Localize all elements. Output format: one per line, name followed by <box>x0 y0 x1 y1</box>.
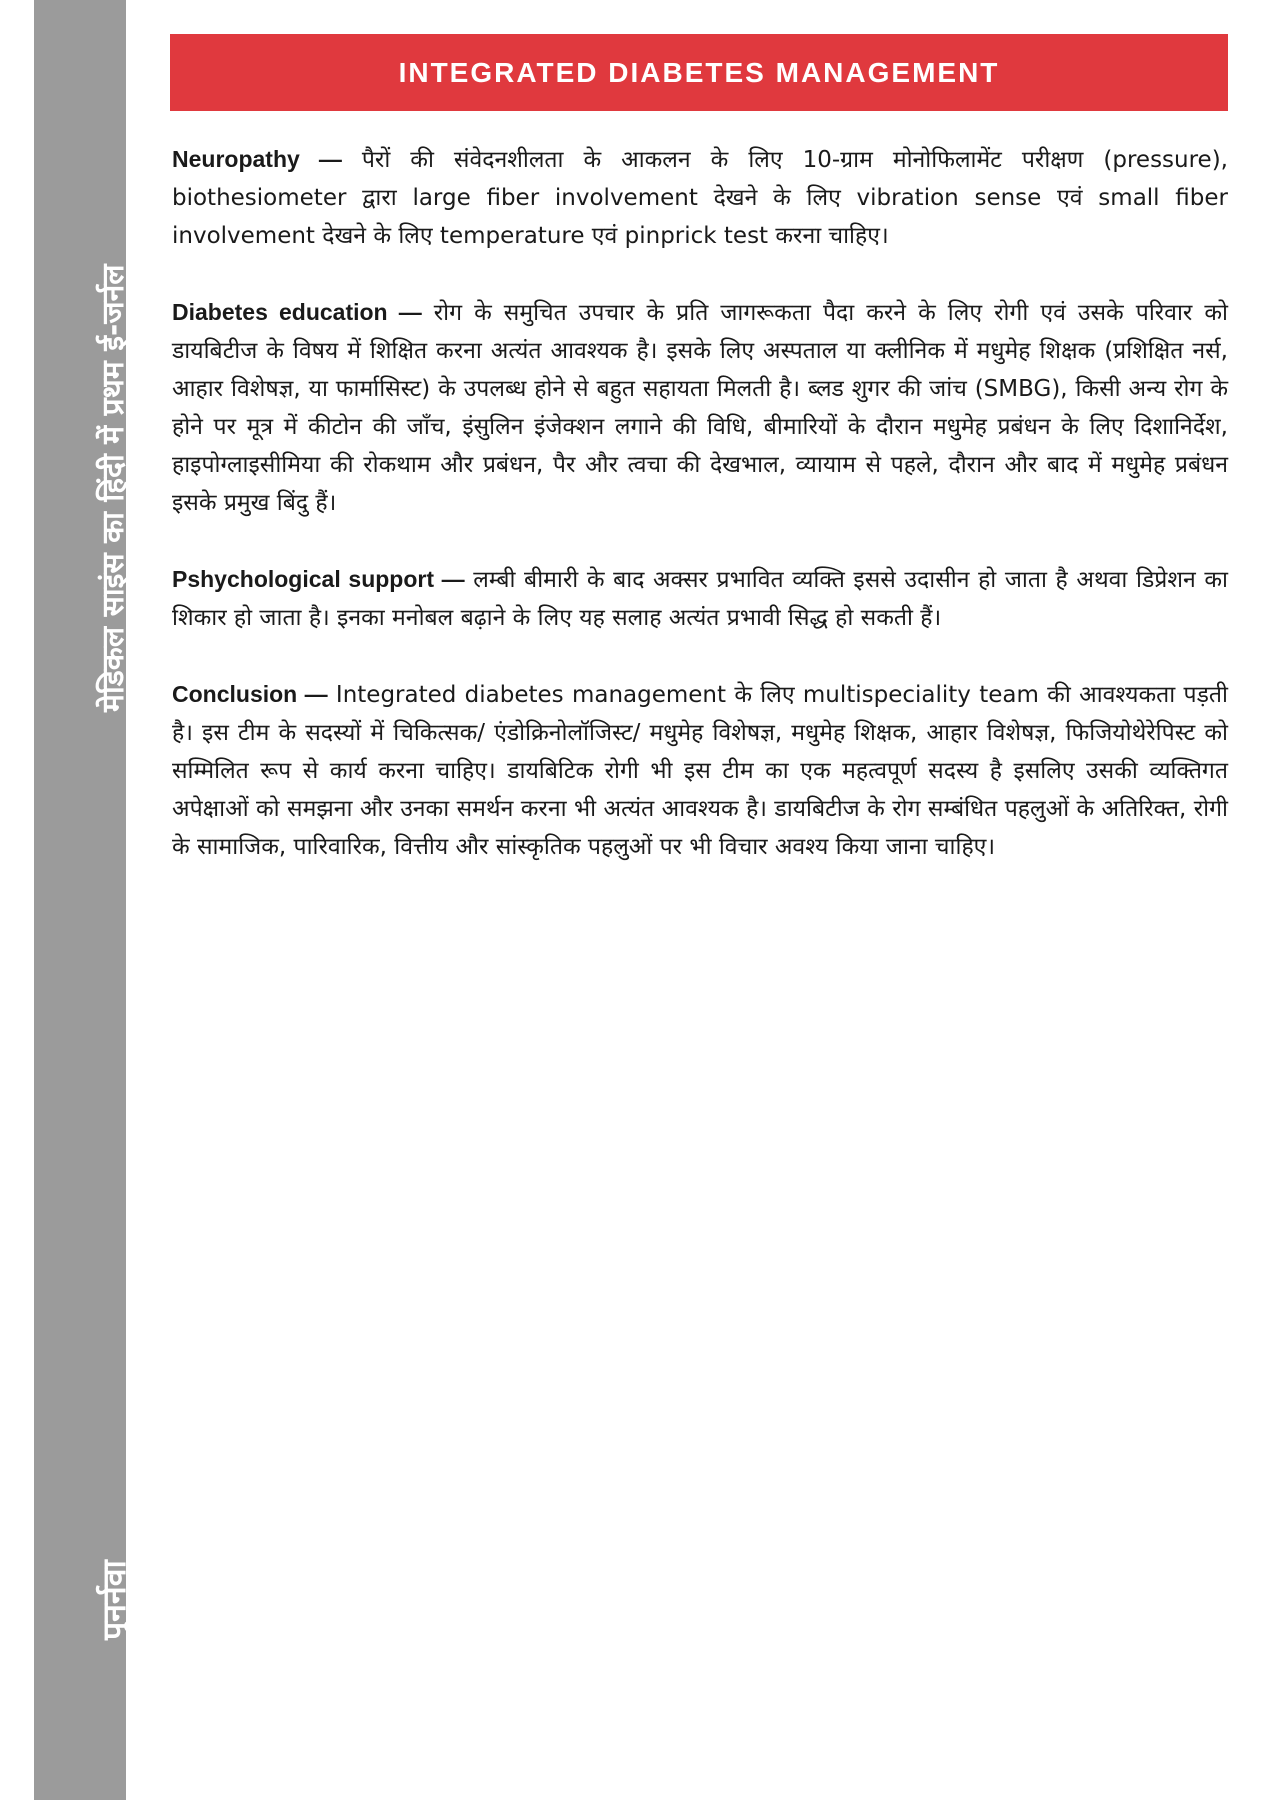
section-psychological-support <box>172 560 1228 637</box>
header-banner <box>170 34 1228 111</box>
page-title: INTEGRATED DIABETES MANAGEMENT <box>398 56 1000 88</box>
section-text: रोग के समुचित उपचार के प्रति जागरूकता पैदा करने के लिए रोगी एवं उसके परिवार को डायबिटीज के विषय में शिक्षित करना अत्यंत आवश्यक है। इसके लिए अस्पताल या क्लीनिक में मधुमेह शिक्षक (प्रशिक्षित नर्स, आहार विशेषज्ञ, या फार्मासिस्ट) के उपलब्ध होने से बहुत सहायता मिलती है। ब्लड शुगर की जांच (SMBG), किसी अन्य रोग के होने पर मूत्र में कीटोन की जाँच, इंसुलिन इंजेक्शन लगाने की विधि, बीमारियों के दौरान मधुमेह प्रबंधन के लिए दिशानिर्देश, हाइपोग्लाइसीमिया की रोकथाम और प्रबंधन, पैर और त्वचा की देखभाल, व्यायाम से पहले, दौरान और बाद में मधुमेह प्रबंधन इसके प्रमुख बिंदु हैं। <box>172 300 1228 516</box>
section-text: लम्बी बीमारी के बाद अक्सर प्रभावित व्यक्ति इससे उदासीन हो जाता है अथवा डिप्रेशन का शिकार हो जाता है। इनका मनोबल बढ़ाने के लिए यह सलाह अत्यंत प्रभावी सिद्ध हो सकती हैं। <box>172 567 1228 631</box>
section-term: Diabetes education — <box>172 299 422 325</box>
brand-name: पुनर्नवा <box>95 1560 133 1640</box>
side-bar <box>34 0 133 1800</box>
section-term: Neuropathy — <box>172 146 342 172</box>
section-term: Pshychological support — <box>172 566 465 592</box>
section-text: पैरों की संवेदनशीलता के आकलन के लिए 10-ग्राम मोनोफिलामेंट परीक्षण (pressure), biothesiometer द्वारा large fiber involvement देखने के लिए vibration sense एवं small fiber involvement देखने के लिए temperature एवं pinprick test करना चाहिए। <box>172 147 1228 249</box>
section-term: Conclusion — <box>172 681 328 707</box>
section-neuropathy <box>172 140 1228 255</box>
section-conclusion <box>172 675 1228 866</box>
section-diabetes-education <box>172 293 1228 522</box>
section-text: Integrated diabetes management के लिए multispeciality team की आवश्यकता पड़ती है। इस टीम के सदस्यों में चिकित्सक/ एंडोक्रिनोलॉजिस्ट/ मधुमेह विशेषज्ञ, मधुमेह शिक्षक, आहार विशेषज्ञ, फिजियोथेरेपिस्ट को सम्मिलित रूप से कार्य करना चाहिए। डायबिटिक रोगी भी इस टीम का एक महत्वपूर्ण सदस्य है इसलिए उसकी व्यक्तिगत अपेक्षाओं को समझना और उनका समर्थन करना भी अत्यंत आवश्यक है। डायबिटीज के रोग सम्बंधित पहलुओं के अतिरिक्त, रोगी के सामाजिक, पारिवारिक, वित्तीय और सांस्कृतिक पहलुओं पर भी विचार अवश्य किया जाना चाहिए। <box>172 682 1228 860</box>
article-body <box>172 140 1228 904</box>
journal-tagline: मेडिकल साइंस का हिंदी में प्रथम ई-जर्नल <box>96 264 131 712</box>
